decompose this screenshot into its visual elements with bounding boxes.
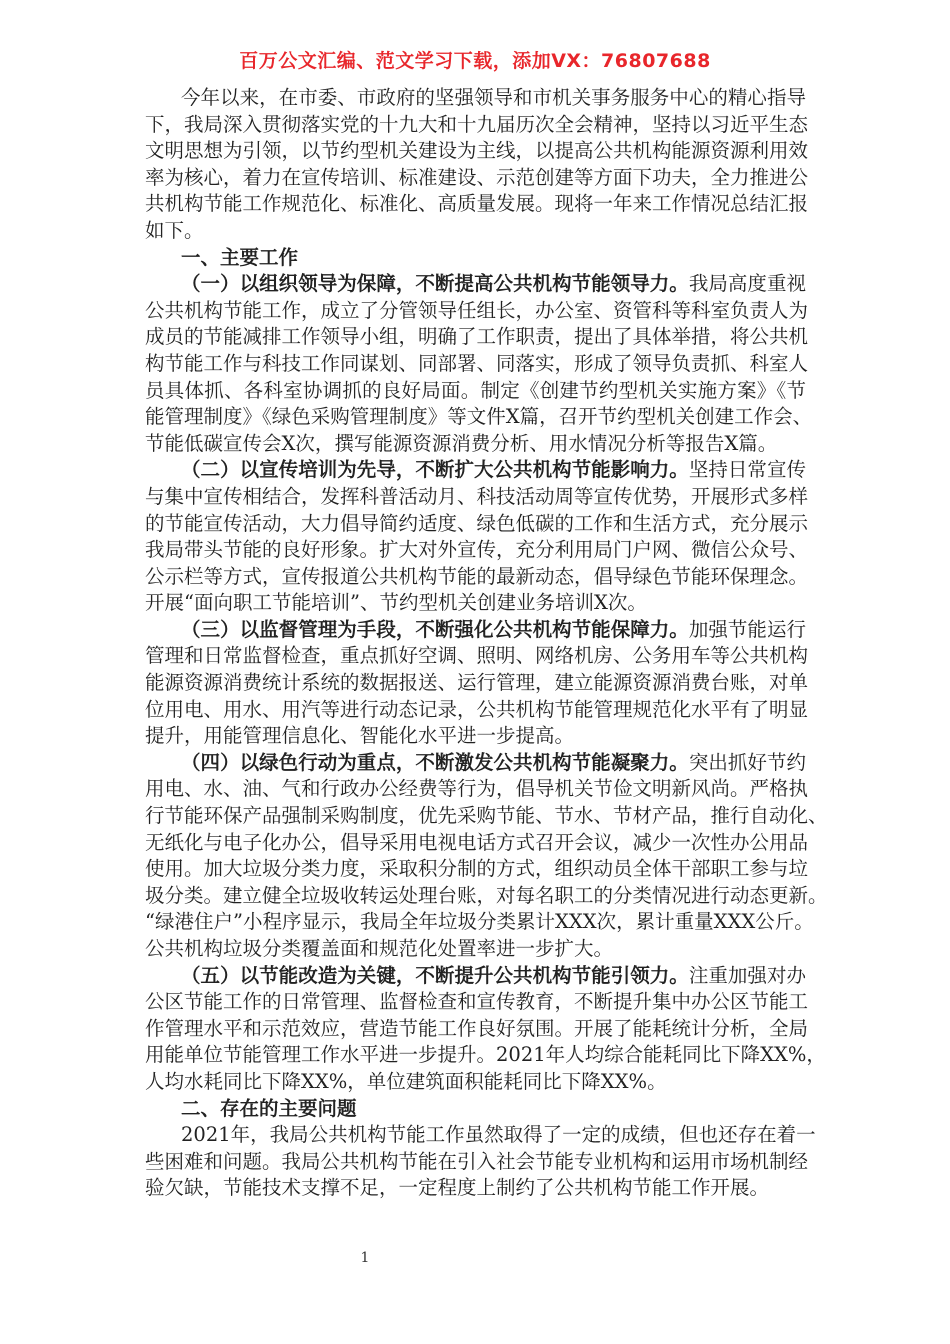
line-text: 共机构节能工作规范化、标准化、高质量发展。现将一年来工作情况总结汇报 — [145, 192, 809, 216]
line-text: 加强节能运行 — [688, 617, 806, 641]
text-line — [145, 404, 813, 431]
line-text: 坚持日常宣传 — [688, 458, 806, 482]
line-text: 员具体抓、各科室协调抓的良好局面。制定《创建节约型机关实施方案》《节 — [145, 378, 806, 402]
text-line — [145, 723, 806, 750]
line-text: 使用。加大垃圾分类力度，采取积分制的方式，组织动员全体干部职工参与垃 — [145, 857, 809, 881]
paragraph — [145, 85, 809, 245]
line-text: 些困难和问题。我局公共机构节能在引入社会节能专业机构和运用市场机制经 — [145, 1149, 809, 1173]
text-line — [145, 138, 809, 165]
text-line — [145, 1042, 826, 1069]
line-text: 公示栏等方式，宣传报道公共机构节能的最新动态，倡导绿色节能环保理念。 — [145, 564, 809, 588]
text-line — [145, 324, 809, 351]
text-line — [145, 351, 809, 378]
text-line — [145, 85, 806, 112]
line-text: 成员的节能减排工作领导小组，明确了工作职责，提出了具体举措，将公共机 — [145, 325, 809, 349]
text-line — [145, 697, 809, 724]
text-line — [145, 1069, 806, 1096]
line-text: 提升，用能管理信息化、智能化水平进一步提高。 — [145, 724, 575, 748]
line-text: 文明思想为引领，以节约型机关建设为主线，以提高公共机构能源资源利用效 — [145, 139, 809, 163]
text-line — [145, 271, 806, 298]
text-line — [145, 511, 809, 538]
line-text: 节能低碳宣传会X次，撰写能源资源消费分析、用水情况分析等报告X篇。 — [145, 431, 778, 455]
paragraph-lead: （三）以监督管理为手段，不断强化公共机构节能保障力。 — [181, 617, 689, 641]
text-line — [145, 830, 809, 857]
line-text: 管理和日常监督检查，重点抓好空调、照明、网络机房、公务用车等公共机构 — [145, 644, 809, 668]
line-text: 公区节能工作的日常管理、监督检查和宣传教育，不断提升集中办公区节能工 — [145, 990, 809, 1014]
text-line — [145, 191, 809, 218]
page-number: 1 — [360, 1250, 370, 1266]
line-text: 无纸化与电子化办公，倡导采用电视电话方式召开会议，减少一次性办公用品 — [145, 830, 809, 854]
text-line — [145, 378, 806, 405]
text-line — [145, 431, 806, 458]
line-text: 开展“面向职工节能培训”、节约型机关创建业务培训X次。 — [145, 591, 647, 615]
line-text: 我局高度重视 — [688, 272, 806, 296]
paragraph — [145, 963, 826, 1096]
text-line — [145, 883, 828, 910]
line-text: 验欠缺，节能技术支撑不足，一定程度上制约了公共机构节能工作开展。 — [145, 1176, 770, 1200]
line-text: 用电、水、油、气和行政办公经费等行为，倡导机关节俭文明新风尚。严格执 — [145, 777, 809, 801]
text-line — [145, 1122, 816, 1149]
text-line — [145, 776, 809, 803]
line-text: 圾分类。建立健全垃圾收转运处理台账，对每名职工的分类情况进行动态更新。 — [145, 883, 828, 907]
line-text: 如下。 — [145, 218, 204, 242]
section-heading: 二、存在的主要问题 — [181, 1096, 357, 1120]
line-text: 我局带头节能的良好形象。扩大对外宣传，充分利用局门户网、微信公众号、 — [145, 538, 809, 562]
text-line — [145, 165, 809, 192]
text-line — [145, 963, 806, 990]
text-line — [145, 617, 806, 644]
line-text: 与集中宣传相结合，发挥科普活动月、科技活动周等宣传优势，开展形式多样 — [145, 484, 809, 508]
paragraph-lead: （二）以宣传培训为先导，不断扩大公共机构节能影响力。 — [181, 458, 689, 482]
paragraph — [145, 457, 809, 617]
line-text: 用能单位节能管理工作水平进一步提升。2021年人均综合能耗同比下降XX%， — [145, 1043, 826, 1067]
line-text: 构节能工作与科技工作同谋划、同部署、同落实，形成了领导负责抓、科室人 — [145, 351, 809, 375]
paragraph — [145, 1122, 816, 1202]
line-text: 位用电、用水、用汽等进行动态记录，公共机构节能管理规范化水平有了明显 — [145, 697, 809, 721]
text-line — [145, 1149, 809, 1176]
text-line — [145, 484, 809, 511]
paragraph-lead: （四）以绿色行动为重点，不断激发公共机构节能凝聚力。 — [181, 750, 689, 774]
text-line — [145, 989, 809, 1016]
line-text: 人均水耗同比下降XX%，单位建筑面积能耗同比下降XX%。 — [145, 1069, 667, 1093]
text-line — [145, 750, 806, 777]
line-text: 率为核心，着力在宣传培训、标准建设、示范创建等方面下功夫，全力推进公 — [145, 165, 809, 189]
section-heading: 一、主要工作 — [181, 245, 299, 269]
text-line — [145, 298, 809, 325]
line-text: 作管理水平和示范效应，营造节能工作良好氛围。开展了能耗统计分析，全局 — [145, 1016, 809, 1040]
text-line — [145, 803, 828, 830]
line-text: 注重加强对办 — [688, 963, 806, 987]
text-line — [145, 909, 814, 936]
paragraph-lead: （五）以节能改造为关键，不断提升公共机构节能引领力。 — [181, 963, 689, 987]
text-line — [145, 457, 806, 484]
line-text: 的节能宣传活动，大力倡导简约适度、绿色低碳的工作和生活方式，充分展示 — [145, 511, 809, 535]
text-line — [145, 218, 806, 245]
line-text: 公共机构垃圾分类覆盖面和规范化处置率进一步扩大。 — [145, 937, 614, 960]
text-line — [145, 1016, 809, 1043]
line-text: 突出抓好节约 — [688, 750, 806, 774]
text-line — [145, 590, 806, 617]
line-text: 2021年，我局公共机构节能工作虽然取得了一定的成绩，但也还存在着一 — [181, 1123, 816, 1147]
line-text: 下，我局深入贯彻落实党的十九大和十九届历次全会精神，坚持以习近平生态 — [145, 112, 809, 136]
document-body — [145, 85, 828, 1202]
watermark-banner: 百万公文汇编、范文学习下载，添加VX：76807688 — [239, 50, 711, 72]
line-text: 公共机构节能工作，成立了分管领导任组长，办公室、资管科等科室负责人为 — [145, 298, 809, 322]
text-line — [145, 856, 809, 883]
paragraph — [145, 750, 828, 963]
line-text: 行节能环保产品强制采购制度，优先采购节能、节水、节材产品，推行自动化、 — [145, 804, 828, 828]
text-line — [145, 564, 809, 591]
paragraph — [145, 617, 809, 750]
line-text: 能源资源消费统计系统的数据报送、运行管理，建立能源资源消费台账，对单 — [145, 671, 809, 695]
text-line — [145, 936, 806, 963]
paragraph-lead: （一）以组织领导为保障，不断提高公共机构节能领导力。 — [181, 272, 689, 296]
line-text: 今年以来，在市委、市政府的坚强领导和市机关事务服务中心的精心指导 — [181, 86, 806, 109]
text-line — [145, 537, 809, 564]
text-line — [145, 643, 809, 670]
paragraph — [145, 271, 813, 457]
line-text: “绿港住户”小程序显示，我局全年垃圾分类累计XXX次，累计重量XXX公斤。 — [145, 910, 814, 934]
text-line — [145, 112, 809, 139]
text-line — [145, 670, 809, 697]
line-text: 能管理制度》《绿色采购管理制度》等文件X篇，召开节约型机关创建工作会、 — [145, 405, 813, 429]
text-line — [145, 1175, 806, 1202]
